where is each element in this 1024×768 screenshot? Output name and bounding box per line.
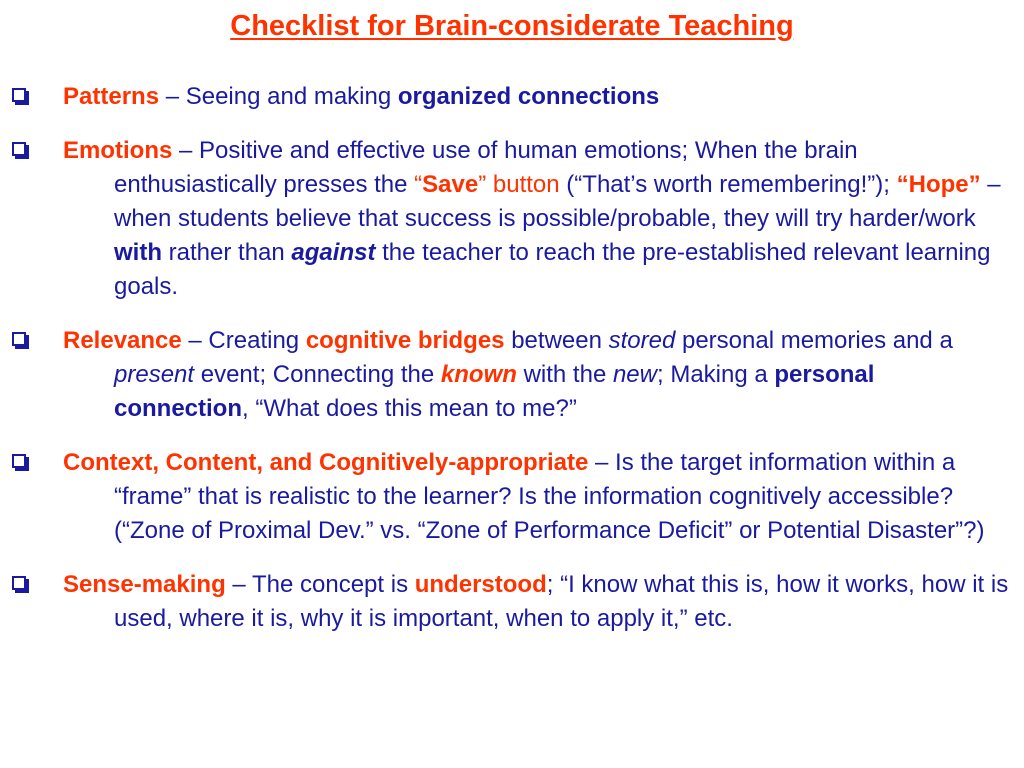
hollow-square-bullet-icon (12, 88, 26, 102)
item-text: with the (516, 361, 613, 388)
checklist-item-patterns (12, 80, 1012, 114)
item-keyword: Emotions (63, 137, 173, 164)
item-emphasis: present (114, 361, 195, 388)
item-text: – Seeing and making (159, 83, 398, 110)
item-text: – Creating (181, 327, 306, 354)
checklist-item-relevance (12, 324, 1012, 426)
hollow-square-bullet-icon (12, 142, 26, 156)
item-emphasis: cognitive bridges (305, 327, 505, 354)
item-text: , “What does this mean to me?” (242, 395, 577, 422)
item-text: – Positive and effective use of human emotions; When the brain enthusiastically presses the (114, 137, 858, 198)
save-word: Save (422, 171, 479, 198)
checklist (12, 80, 1012, 656)
item-text: (“That’s worth remembering!”); (559, 171, 897, 198)
item-text: personal memories and a (675, 327, 953, 354)
item-keyword: Relevance (63, 327, 182, 354)
item-text: – Is the target information within a “frame” that is realistic to the learner? Is the information cognitively accessible? (“Zone of Proximal Dev.” vs. “Zone of Performance Deficit” or Potential Disaster”?) (114, 449, 985, 544)
item-keyword: Sense-making (63, 571, 226, 598)
item-text: – when students believe that success is possible/probable, they will try harder/work (114, 171, 1001, 232)
item-text: event; Connecting the (194, 361, 441, 388)
hope-word: “Hope” (896, 171, 981, 198)
item-text: ; Making a (656, 361, 775, 388)
hollow-square-bullet-icon (12, 454, 26, 468)
item-emphasis: new (612, 361, 657, 388)
item-text: – The concept is (225, 571, 415, 598)
checklist-item-context (12, 446, 1012, 548)
item-emphasis: stored (608, 327, 676, 354)
item-text: rather than (162, 239, 292, 266)
item-text: ; “I know what this is, how it works, how it is used, where it is, why it is important, when to apply it,” etc. (114, 571, 1009, 632)
item-text: between (504, 327, 609, 354)
slide-title: Checklist for Brain-considerate Teaching (230, 10, 794, 42)
item-emphasis: with (114, 239, 162, 266)
save-open-quote: “ (414, 171, 423, 198)
item-text: the teacher to reach the pre-established relevant learning goals. (114, 239, 991, 300)
item-emphasis: understood (414, 571, 547, 598)
item-emphasis: personal connection (114, 361, 875, 422)
button-word: button (486, 171, 560, 198)
item-keyword: Context, Content, and Cognitively-appropriate (63, 449, 589, 476)
item-keyword: Patterns (63, 83, 160, 110)
item-emphasis: organized connections (397, 83, 660, 110)
checklist-item-sense-making (12, 568, 1012, 636)
hollow-square-bullet-icon (12, 576, 26, 590)
item-emphasis: known (440, 361, 517, 388)
hollow-square-bullet-icon (12, 332, 26, 346)
save-close-quote: ” (478, 171, 487, 198)
item-emphasis: against (291, 239, 376, 266)
checklist-item-emotions (12, 134, 1012, 304)
